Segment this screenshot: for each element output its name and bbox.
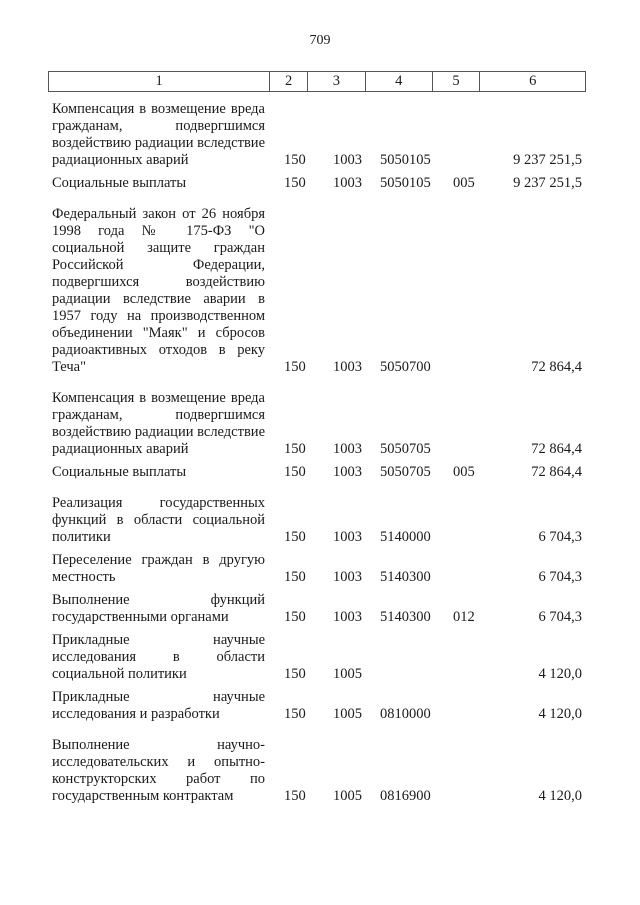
row-target-code: 0816900: [380, 788, 431, 804]
table-row: [0, 552, 640, 586]
row-admin-code: 150: [284, 152, 306, 168]
row-amount: 4 120,0: [538, 666, 582, 682]
row-amount: 4 120,0: [538, 706, 582, 722]
row-admin-code: 150: [284, 788, 306, 804]
row-admin-code: 150: [284, 441, 306, 457]
row-admin-code: 150: [284, 359, 306, 375]
table-row: [0, 175, 640, 192]
table-body: [0, 101, 640, 811]
row-expense-type: 012: [453, 609, 475, 625]
row-section-code: 1003: [333, 609, 362, 625]
row-target-code: 5140300: [380, 569, 431, 585]
row-admin-code: 150: [284, 706, 306, 722]
row-target-code: 5050105: [380, 175, 431, 191]
row-description: Выполнение функций государственными органами: [52, 592, 265, 625]
header-col-3: 3: [308, 72, 366, 91]
row-admin-code: 150: [284, 666, 306, 682]
row-amount: 6 704,3: [538, 569, 582, 585]
table-row: [0, 592, 640, 626]
row-section-code: 1003: [333, 569, 362, 585]
row-section-code: 1005: [333, 788, 362, 804]
row-target-code: 5050705: [380, 464, 431, 480]
table-row: [0, 464, 640, 481]
table-row: [0, 689, 640, 723]
page-number: 709: [309, 33, 331, 48]
row-description: Переселение граждан в другую местность: [52, 552, 265, 585]
row-admin-code: 150: [284, 175, 306, 191]
header-col-4: 4: [366, 72, 433, 91]
row-admin-code: 150: [284, 609, 306, 625]
row-target-code: 5050700: [380, 359, 431, 375]
row-amount: 9 237 251,5: [513, 175, 582, 191]
row-section-code: 1003: [333, 529, 362, 545]
row-section-code: 1003: [333, 175, 362, 191]
row-description: Реализация государственных функций в области социальной политики: [52, 495, 265, 545]
header-col-5: 5: [433, 72, 481, 91]
row-section-code: 1003: [333, 464, 362, 480]
row-amount: 6 704,3: [538, 609, 582, 625]
row-admin-code: 150: [284, 464, 306, 480]
table-row: [0, 737, 640, 805]
row-section-code: 1003: [333, 152, 362, 168]
row-description: Социальные выплаты: [52, 175, 187, 191]
row-description: Выполнение научно-исследовательских и опытно-конструкторских работ по государственным контрактам: [52, 737, 265, 804]
row-section-code: 1005: [333, 706, 362, 722]
row-description: Федеральный закон от 26 ноября 1998 года № 175-ФЗ "О социальной защите граждан Российской Федерации, подвергшихся воздействию радиации вследствие аварии в 1957 году на производственном объединении "Маяк" и сбросов радиоактивных отходов в реку Теча": [52, 206, 265, 375]
row-description: Прикладные научные исследования и разработки: [52, 689, 265, 722]
header-col-1: 1: [49, 72, 270, 91]
row-expense-type: 005: [453, 464, 475, 480]
table-row: [0, 495, 640, 546]
row-amount: 72 864,4: [531, 464, 582, 480]
row-section-code: 1003: [333, 359, 362, 375]
row-admin-code: 150: [284, 569, 306, 585]
row-target-code: 5140000: [380, 529, 431, 545]
table-row: [0, 632, 640, 683]
header-col-6: 6: [529, 73, 537, 89]
table-header-row: [48, 71, 586, 92]
row-target-code: 0810000: [380, 706, 431, 722]
row-expense-type: 005: [453, 175, 475, 191]
row-target-code: 5050105: [380, 152, 431, 168]
row-section-code: 1005: [333, 666, 362, 682]
row-description: Компенсация в возмещение вреда гражданам, подвергшимся воздействию радиации вследствие радиационных аварий: [52, 390, 265, 457]
row-section-code: 1003: [333, 441, 362, 457]
row-target-code: 5050705: [380, 441, 431, 457]
table-row: [0, 390, 640, 458]
row-description: Прикладные научные исследования в области социальной политики: [52, 632, 265, 682]
row-amount: 72 864,4: [531, 441, 582, 457]
table-row: [0, 101, 640, 169]
header-col-2: 2: [270, 72, 308, 91]
row-description: Социальные выплаты: [52, 464, 187, 480]
row-target-code: 5140300: [380, 609, 431, 625]
row-amount: 4 120,0: [538, 788, 582, 804]
row-description: Компенсация в возмещение вреда гражданам, подвергшимся воздействию радиации вследствие радиационных аварий: [52, 101, 265, 168]
row-amount: 6 704,3: [538, 529, 582, 545]
row-amount: 9 237 251,5: [513, 152, 582, 168]
table-row: [0, 206, 640, 376]
row-amount: 72 864,4: [531, 359, 582, 375]
row-admin-code: 150: [284, 529, 306, 545]
